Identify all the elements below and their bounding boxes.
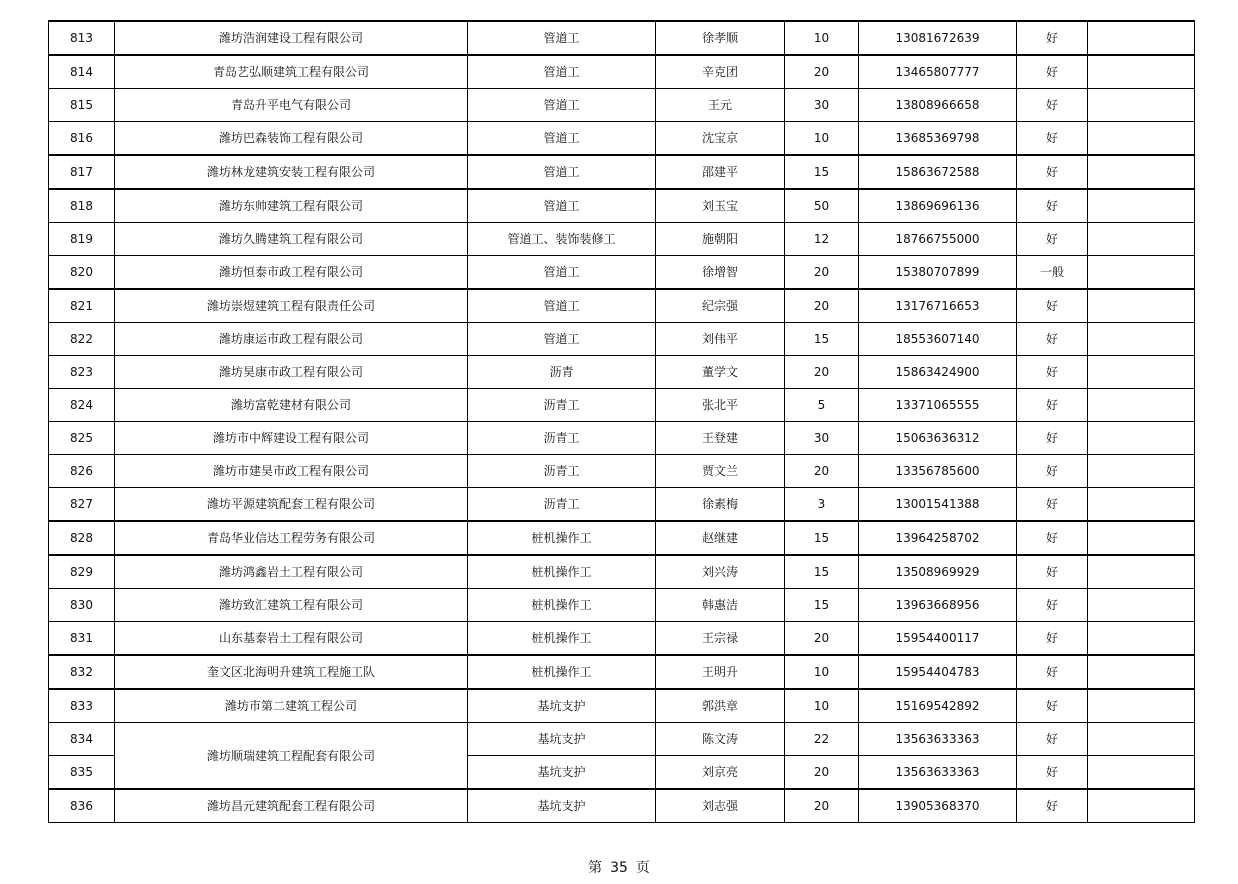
remarks-cell — [1088, 122, 1195, 156]
rating-cell: 好 — [1017, 189, 1088, 223]
table-row — [49, 323, 1195, 356]
row-number-cell: 834 — [49, 723, 115, 756]
row-number-cell: 836 — [49, 789, 115, 823]
remarks-cell — [1088, 289, 1195, 323]
table-row — [49, 89, 1195, 122]
phone-number-cell: 18766755000 — [859, 223, 1017, 256]
phone-number-cell: 15954400117 — [859, 622, 1017, 656]
remarks-cell — [1088, 488, 1195, 522]
contact-person-cell: 王宗禄 — [656, 622, 785, 656]
row-number-cell: 822 — [49, 323, 115, 356]
company-name-cell: 潍坊巴森装饰工程有限公司 — [115, 122, 468, 156]
contact-person-cell: 施朝阳 — [656, 223, 785, 256]
table-row — [49, 655, 1195, 689]
contact-person-cell: 徐孝顺 — [656, 21, 785, 55]
company-name-cell: 潍坊东帅建筑工程有限公司 — [115, 189, 468, 223]
trade-cell: 管道工 — [468, 189, 656, 223]
table-row — [49, 21, 1195, 55]
company-name-cell: 潍坊久腾建筑工程有限公司 — [115, 223, 468, 256]
company-name-cell: 潍坊鸿鑫岩土工程有限公司 — [115, 555, 468, 589]
rating-cell: 好 — [1017, 455, 1088, 488]
worker-count-cell: 50 — [785, 189, 859, 223]
trade-cell: 管道工 — [468, 122, 656, 156]
page-footer-prefix: 第 — [588, 860, 603, 876]
trade-cell: 沥青工 — [468, 422, 656, 455]
rating-cell: 好 — [1017, 289, 1088, 323]
contact-person-cell: 沈宝京 — [656, 122, 785, 156]
worker-count-cell: 20 — [785, 289, 859, 323]
worker-count-cell: 20 — [785, 55, 859, 89]
table-row — [49, 422, 1195, 455]
rating-cell: 好 — [1017, 723, 1088, 756]
row-number-cell: 833 — [49, 689, 115, 723]
rating-cell: 好 — [1017, 555, 1088, 589]
trade-cell: 基坑支护 — [468, 723, 656, 756]
table-row — [49, 223, 1195, 256]
contact-person-cell: 徐素梅 — [656, 488, 785, 522]
remarks-cell — [1088, 723, 1195, 756]
contact-person-cell: 王登建 — [656, 422, 785, 455]
company-name-cell: 潍坊恒泰市政工程有限公司 — [115, 256, 468, 290]
worker-count-cell: 10 — [785, 122, 859, 156]
phone-number-cell: 13563633363 — [859, 723, 1017, 756]
contact-person-cell: 董学文 — [656, 356, 785, 389]
worker-count-cell: 10 — [785, 655, 859, 689]
remarks-cell — [1088, 555, 1195, 589]
table-row — [49, 689, 1195, 723]
worker-count-cell: 20 — [785, 622, 859, 656]
row-number-cell: 813 — [49, 21, 115, 55]
table-row — [49, 356, 1195, 389]
contact-person-cell: 辛克团 — [656, 55, 785, 89]
company-name-cell: 潍坊平源建筑配套工程有限公司 — [115, 488, 468, 522]
row-number-cell: 826 — [49, 455, 115, 488]
trade-cell: 沥青工 — [468, 455, 656, 488]
company-name-cell: 潍坊康运市政工程有限公司 — [115, 323, 468, 356]
table-row — [49, 155, 1195, 189]
worker-count-cell: 20 — [785, 455, 859, 488]
phone-number-cell: 15380707899 — [859, 256, 1017, 290]
table-row — [49, 555, 1195, 589]
worker-count-cell: 15 — [785, 323, 859, 356]
row-number-cell: 835 — [49, 756, 115, 790]
phone-number-cell: 13963668956 — [859, 589, 1017, 622]
table-row — [49, 488, 1195, 522]
row-number-cell: 815 — [49, 89, 115, 122]
remarks-cell — [1088, 756, 1195, 790]
contact-person-cell: 张北平 — [656, 389, 785, 422]
remarks-cell — [1088, 55, 1195, 89]
worker-count-cell: 10 — [785, 21, 859, 55]
contact-person-cell: 赵继建 — [656, 521, 785, 555]
remarks-cell — [1088, 21, 1195, 55]
rating-cell: 好 — [1017, 155, 1088, 189]
rating-cell: 好 — [1017, 55, 1088, 89]
phone-number-cell: 15169542892 — [859, 689, 1017, 723]
trade-cell: 管道工 — [468, 55, 656, 89]
page-number: 35 — [610, 860, 628, 876]
contact-person-cell: 刘志强 — [656, 789, 785, 823]
contact-person-cell: 王明升 — [656, 655, 785, 689]
phone-number-cell: 13465807777 — [859, 55, 1017, 89]
row-number-cell: 818 — [49, 189, 115, 223]
worker-count-cell: 20 — [785, 356, 859, 389]
row-number-cell: 823 — [49, 356, 115, 389]
row-number-cell: 816 — [49, 122, 115, 156]
row-number-cell: 827 — [49, 488, 115, 522]
table-row — [49, 189, 1195, 223]
worker-count-cell: 15 — [785, 155, 859, 189]
worker-count-cell: 5 — [785, 389, 859, 422]
rating-cell: 一般 — [1017, 256, 1088, 290]
remarks-cell — [1088, 389, 1195, 422]
page-footer — [0, 857, 1238, 877]
phone-number-cell: 15863672588 — [859, 155, 1017, 189]
rating-cell: 好 — [1017, 689, 1088, 723]
table-row — [49, 589, 1195, 622]
remarks-cell — [1088, 256, 1195, 290]
trade-cell: 沥青工 — [468, 488, 656, 522]
trade-cell: 桩机操作工 — [468, 622, 656, 656]
trade-cell: 管道工 — [468, 256, 656, 290]
trade-cell: 管道工 — [468, 155, 656, 189]
worker-count-cell: 15 — [785, 521, 859, 555]
rating-cell: 好 — [1017, 422, 1088, 455]
table-row — [49, 389, 1195, 422]
contact-person-cell: 陈文涛 — [656, 723, 785, 756]
row-number-cell: 832 — [49, 655, 115, 689]
remarks-cell — [1088, 223, 1195, 256]
trade-cell: 桩机操作工 — [468, 589, 656, 622]
company-name-cell: 潍坊富乾建材有限公司 — [115, 389, 468, 422]
phone-number-cell: 13685369798 — [859, 122, 1017, 156]
rating-cell: 好 — [1017, 21, 1088, 55]
company-name-cell: 潍坊浩润建设工程有限公司 — [115, 21, 468, 55]
company-name-cell: 潍坊昊康市政工程有限公司 — [115, 356, 468, 389]
remarks-cell — [1088, 189, 1195, 223]
page-footer-suffix: 页 — [635, 860, 650, 876]
rating-cell: 好 — [1017, 521, 1088, 555]
trade-cell: 管道工 — [468, 89, 656, 122]
phone-number-cell: 13176716653 — [859, 289, 1017, 323]
worker-count-cell: 12 — [785, 223, 859, 256]
table-row — [49, 521, 1195, 555]
row-number-cell: 830 — [49, 589, 115, 622]
rating-cell: 好 — [1017, 389, 1088, 422]
worker-count-cell: 15 — [785, 555, 859, 589]
trade-cell: 管道工 — [468, 289, 656, 323]
trade-cell: 管道工 — [468, 323, 656, 356]
company-name-cell: 青岛艺弘顺建筑工程有限公司 — [115, 55, 468, 89]
contact-person-cell: 刘京亮 — [656, 756, 785, 790]
phone-number-cell: 13371065555 — [859, 389, 1017, 422]
phone-number-cell: 13964258702 — [859, 521, 1017, 555]
remarks-cell — [1088, 689, 1195, 723]
worker-count-cell: 30 — [785, 89, 859, 122]
rating-cell: 好 — [1017, 356, 1088, 389]
table-body — [49, 21, 1195, 823]
phone-number-cell: 18553607140 — [859, 323, 1017, 356]
rating-cell: 好 — [1017, 589, 1088, 622]
contact-person-cell: 郭洪章 — [656, 689, 785, 723]
worker-count-cell: 20 — [785, 256, 859, 290]
trade-cell: 桩机操作工 — [468, 521, 656, 555]
company-name-cell: 山东基泰岩土工程有限公司 — [115, 622, 468, 656]
contact-person-cell: 刘伟平 — [656, 323, 785, 356]
trade-cell: 桩机操作工 — [468, 555, 656, 589]
phone-number-cell: 15863424900 — [859, 356, 1017, 389]
company-name-cell: 潍坊崇煜建筑工程有限责任公司 — [115, 289, 468, 323]
rating-cell: 好 — [1017, 323, 1088, 356]
trade-cell: 管道工、装饰装修工 — [468, 223, 656, 256]
company-name-cell: 潍坊市第二建筑工程公司 — [115, 689, 468, 723]
trade-cell: 沥青工 — [468, 389, 656, 422]
rating-cell: 好 — [1017, 122, 1088, 156]
company-name-cell: 青岛升平电气有限公司 — [115, 89, 468, 122]
worker-count-cell: 3 — [785, 488, 859, 522]
remarks-cell — [1088, 422, 1195, 455]
row-number-cell: 821 — [49, 289, 115, 323]
contact-person-cell: 刘玉宝 — [656, 189, 785, 223]
company-name-cell: 潍坊顺瑞建筑工程配套有限公司 — [115, 723, 468, 790]
roster-table — [48, 20, 1195, 823]
row-number-cell: 820 — [49, 256, 115, 290]
company-name-cell: 潍坊致汇建筑工程有限公司 — [115, 589, 468, 622]
phone-number-cell: 13808966658 — [859, 89, 1017, 122]
company-name-cell: 奎文区北海明升建筑工程施工队 — [115, 655, 468, 689]
row-number-cell: 831 — [49, 622, 115, 656]
company-name-cell: 潍坊市建昊市政工程有限公司 — [115, 455, 468, 488]
remarks-cell — [1088, 155, 1195, 189]
phone-number-cell: 15954404783 — [859, 655, 1017, 689]
remarks-cell — [1088, 89, 1195, 122]
remarks-cell — [1088, 789, 1195, 823]
row-number-cell: 824 — [49, 389, 115, 422]
phone-number-cell: 13869696136 — [859, 189, 1017, 223]
remarks-cell — [1088, 323, 1195, 356]
rating-cell: 好 — [1017, 789, 1088, 823]
worker-count-cell: 15 — [785, 589, 859, 622]
company-name-cell: 潍坊林龙建筑安装工程有限公司 — [115, 155, 468, 189]
row-number-cell: 814 — [49, 55, 115, 89]
table-row — [49, 289, 1195, 323]
phone-number-cell: 13508969929 — [859, 555, 1017, 589]
table-row — [49, 723, 1195, 756]
trade-cell: 基坑支护 — [468, 756, 656, 790]
row-number-cell: 825 — [49, 422, 115, 455]
phone-number-cell: 13356785600 — [859, 455, 1017, 488]
remarks-cell — [1088, 622, 1195, 656]
remarks-cell — [1088, 589, 1195, 622]
trade-cell: 管道工 — [468, 21, 656, 55]
row-number-cell: 817 — [49, 155, 115, 189]
rating-cell: 好 — [1017, 756, 1088, 790]
table-row — [49, 789, 1195, 823]
worker-count-cell: 20 — [785, 756, 859, 790]
remarks-cell — [1088, 356, 1195, 389]
contact-person-cell: 刘兴涛 — [656, 555, 785, 589]
phone-number-cell: 13563633363 — [859, 756, 1017, 790]
rating-cell: 好 — [1017, 223, 1088, 256]
rating-cell: 好 — [1017, 622, 1088, 656]
remarks-cell — [1088, 455, 1195, 488]
company-name-cell: 青岛华业信达工程劳务有限公司 — [115, 521, 468, 555]
contact-person-cell: 王元 — [656, 89, 785, 122]
trade-cell: 基坑支护 — [468, 689, 656, 723]
worker-count-cell: 30 — [785, 422, 859, 455]
phone-number-cell: 13001541388 — [859, 488, 1017, 522]
table-row — [49, 455, 1195, 488]
contact-person-cell: 韩惠洁 — [656, 589, 785, 622]
table-row — [49, 622, 1195, 656]
table-row — [49, 122, 1195, 156]
row-number-cell: 819 — [49, 223, 115, 256]
rating-cell: 好 — [1017, 89, 1088, 122]
contact-person-cell: 贾文兰 — [656, 455, 785, 488]
trade-cell: 沥青 — [468, 356, 656, 389]
rating-cell: 好 — [1017, 655, 1088, 689]
worker-count-cell: 10 — [785, 689, 859, 723]
table-row — [49, 55, 1195, 89]
trade-cell: 基坑支护 — [468, 789, 656, 823]
company-name-cell: 潍坊昌元建筑配套工程有限公司 — [115, 789, 468, 823]
trade-cell: 桩机操作工 — [468, 655, 656, 689]
rating-cell: 好 — [1017, 488, 1088, 522]
phone-number-cell: 13081672639 — [859, 21, 1017, 55]
worker-count-cell: 22 — [785, 723, 859, 756]
contact-person-cell: 邵建平 — [656, 155, 785, 189]
remarks-cell — [1088, 655, 1195, 689]
phone-number-cell: 13905368370 — [859, 789, 1017, 823]
remarks-cell — [1088, 521, 1195, 555]
company-name-cell: 潍坊市中辉建设工程有限公司 — [115, 422, 468, 455]
row-number-cell: 829 — [49, 555, 115, 589]
phone-number-cell: 15063636312 — [859, 422, 1017, 455]
worker-count-cell: 20 — [785, 789, 859, 823]
table-row — [49, 256, 1195, 290]
row-number-cell: 828 — [49, 521, 115, 555]
contact-person-cell: 纪宗强 — [656, 289, 785, 323]
contact-person-cell: 徐增智 — [656, 256, 785, 290]
